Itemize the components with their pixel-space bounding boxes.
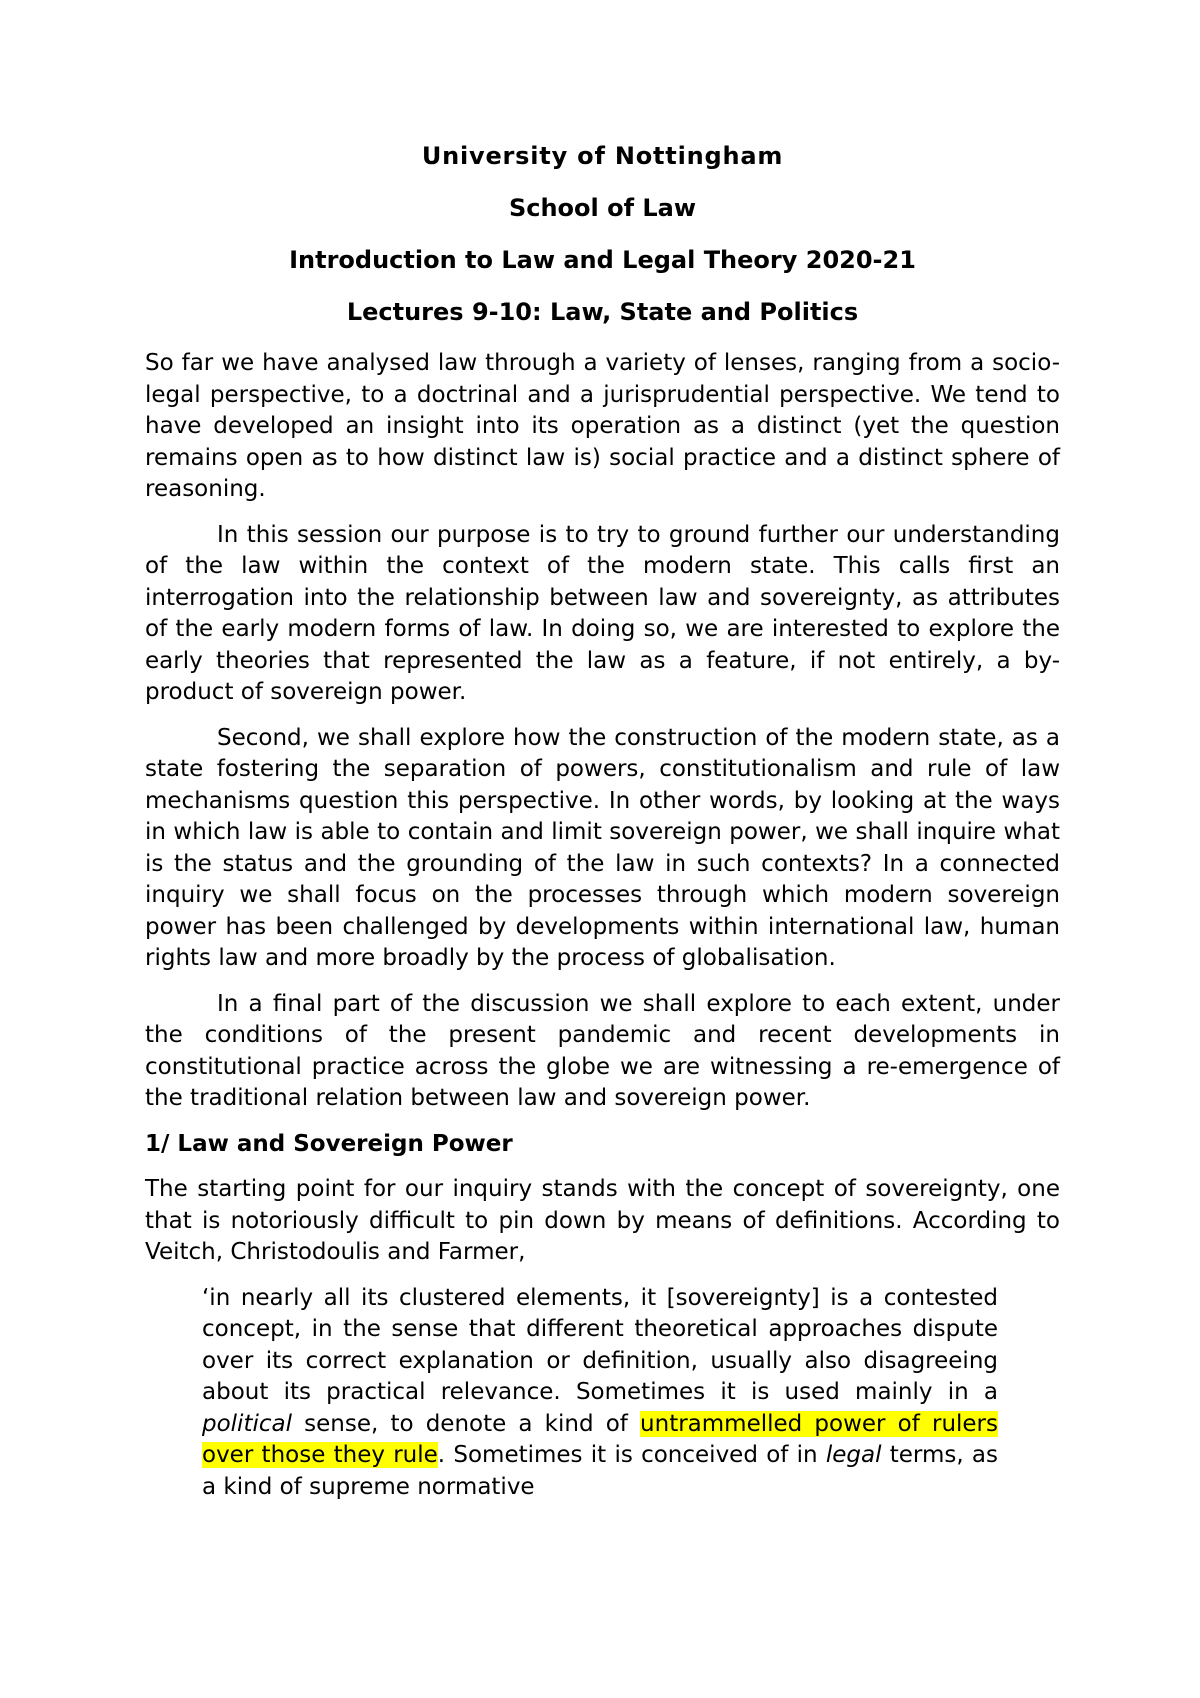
document-page <box>145 140 1060 1503</box>
section-heading-law-sovereign-power: 1/ Law and Sovereign Power <box>145 1130 513 1157</box>
quote-italic-legal: legal <box>825 1442 882 1468</box>
quote-highlight: untrammelled power of rulers over those they rule <box>202 1410 998 1468</box>
quote-text-2: sense, to denote a kind of <box>292 1410 641 1437</box>
paragraph-pandemic: In a final part of the discussion we shall explore to each extent, under the conditions of the present pandemic and recent developments in constitutional practice across the globe we are witnessing a re-emergence of the traditional relation between law and sovereign power. <box>145 990 1060 1111</box>
block-quote <box>202 1283 998 1504</box>
quote-italic-political: political <box>202 1410 292 1437</box>
section-intro-paragraph: The starting point for our inquiry stands with the concept of sovereignty, one that is notoriously difficult to pin down by means of definitions. According to Veitch, Christodoulis and Farmer, <box>145 1176 1060 1265</box>
quote-text-3: . Sometimes it is conceived of in <box>437 1442 826 1468</box>
quote-text-1: ‘in nearly all its clustered elements, it [sovereignty] is a contested concept, in the sense that different theoretical approaches dispute over its correct explanation or definition, usually also disagreeing about its practical relevance. Sometimes it is used mainly in a <box>202 1284 998 1405</box>
course-title: Introduction to Law and Legal Theory 2020-21 <box>289 246 916 274</box>
paragraph-modern-state: Second, we shall explore how the construction of the modern state, as a state fostering the separation of powers, constitutionalism and rule of law mechanisms question this perspective. In other words, by looking at the ways in which law is able to contain and limit sovereign power, we shall inquire what is the status and the grounding of the law in such contexts? In a connected inquiry we shall focus on the processes through which modern sovereign power has been challenged by developments within international law, human rights law and more broadly by the process of globalisation. <box>145 724 1060 971</box>
quote-text-4: terms, as a kind of supreme normative <box>202 1442 998 1500</box>
university-title: University of Nottingham <box>421 142 784 170</box>
intro-paragraph: So far we have analysed law through a variety of lenses, ranging from a socio-legal perspective, to a doctrinal and a jurisprudential perspective. We tend to have developed an insight into its operation as a distinct (yet the question remains open as to how distinct law is) social practice and a distinct sphere of reasoning. <box>145 350 1060 502</box>
lecture-title: Lectures 9-10: Law, State and Politics <box>346 298 859 326</box>
school-title: School of Law <box>508 194 697 222</box>
paragraph-session-purpose: In this session our purpose is to try to ground further our understanding of the law within the context of the modern state. This calls first an interrogation into the relationship between law and sovereignty, as attributes of the early modern forms of law. In doing so, we are interested to explore the early theories that represented the law as a feature, if not entirely, a by-product of sovereign power. <box>145 521 1060 705</box>
